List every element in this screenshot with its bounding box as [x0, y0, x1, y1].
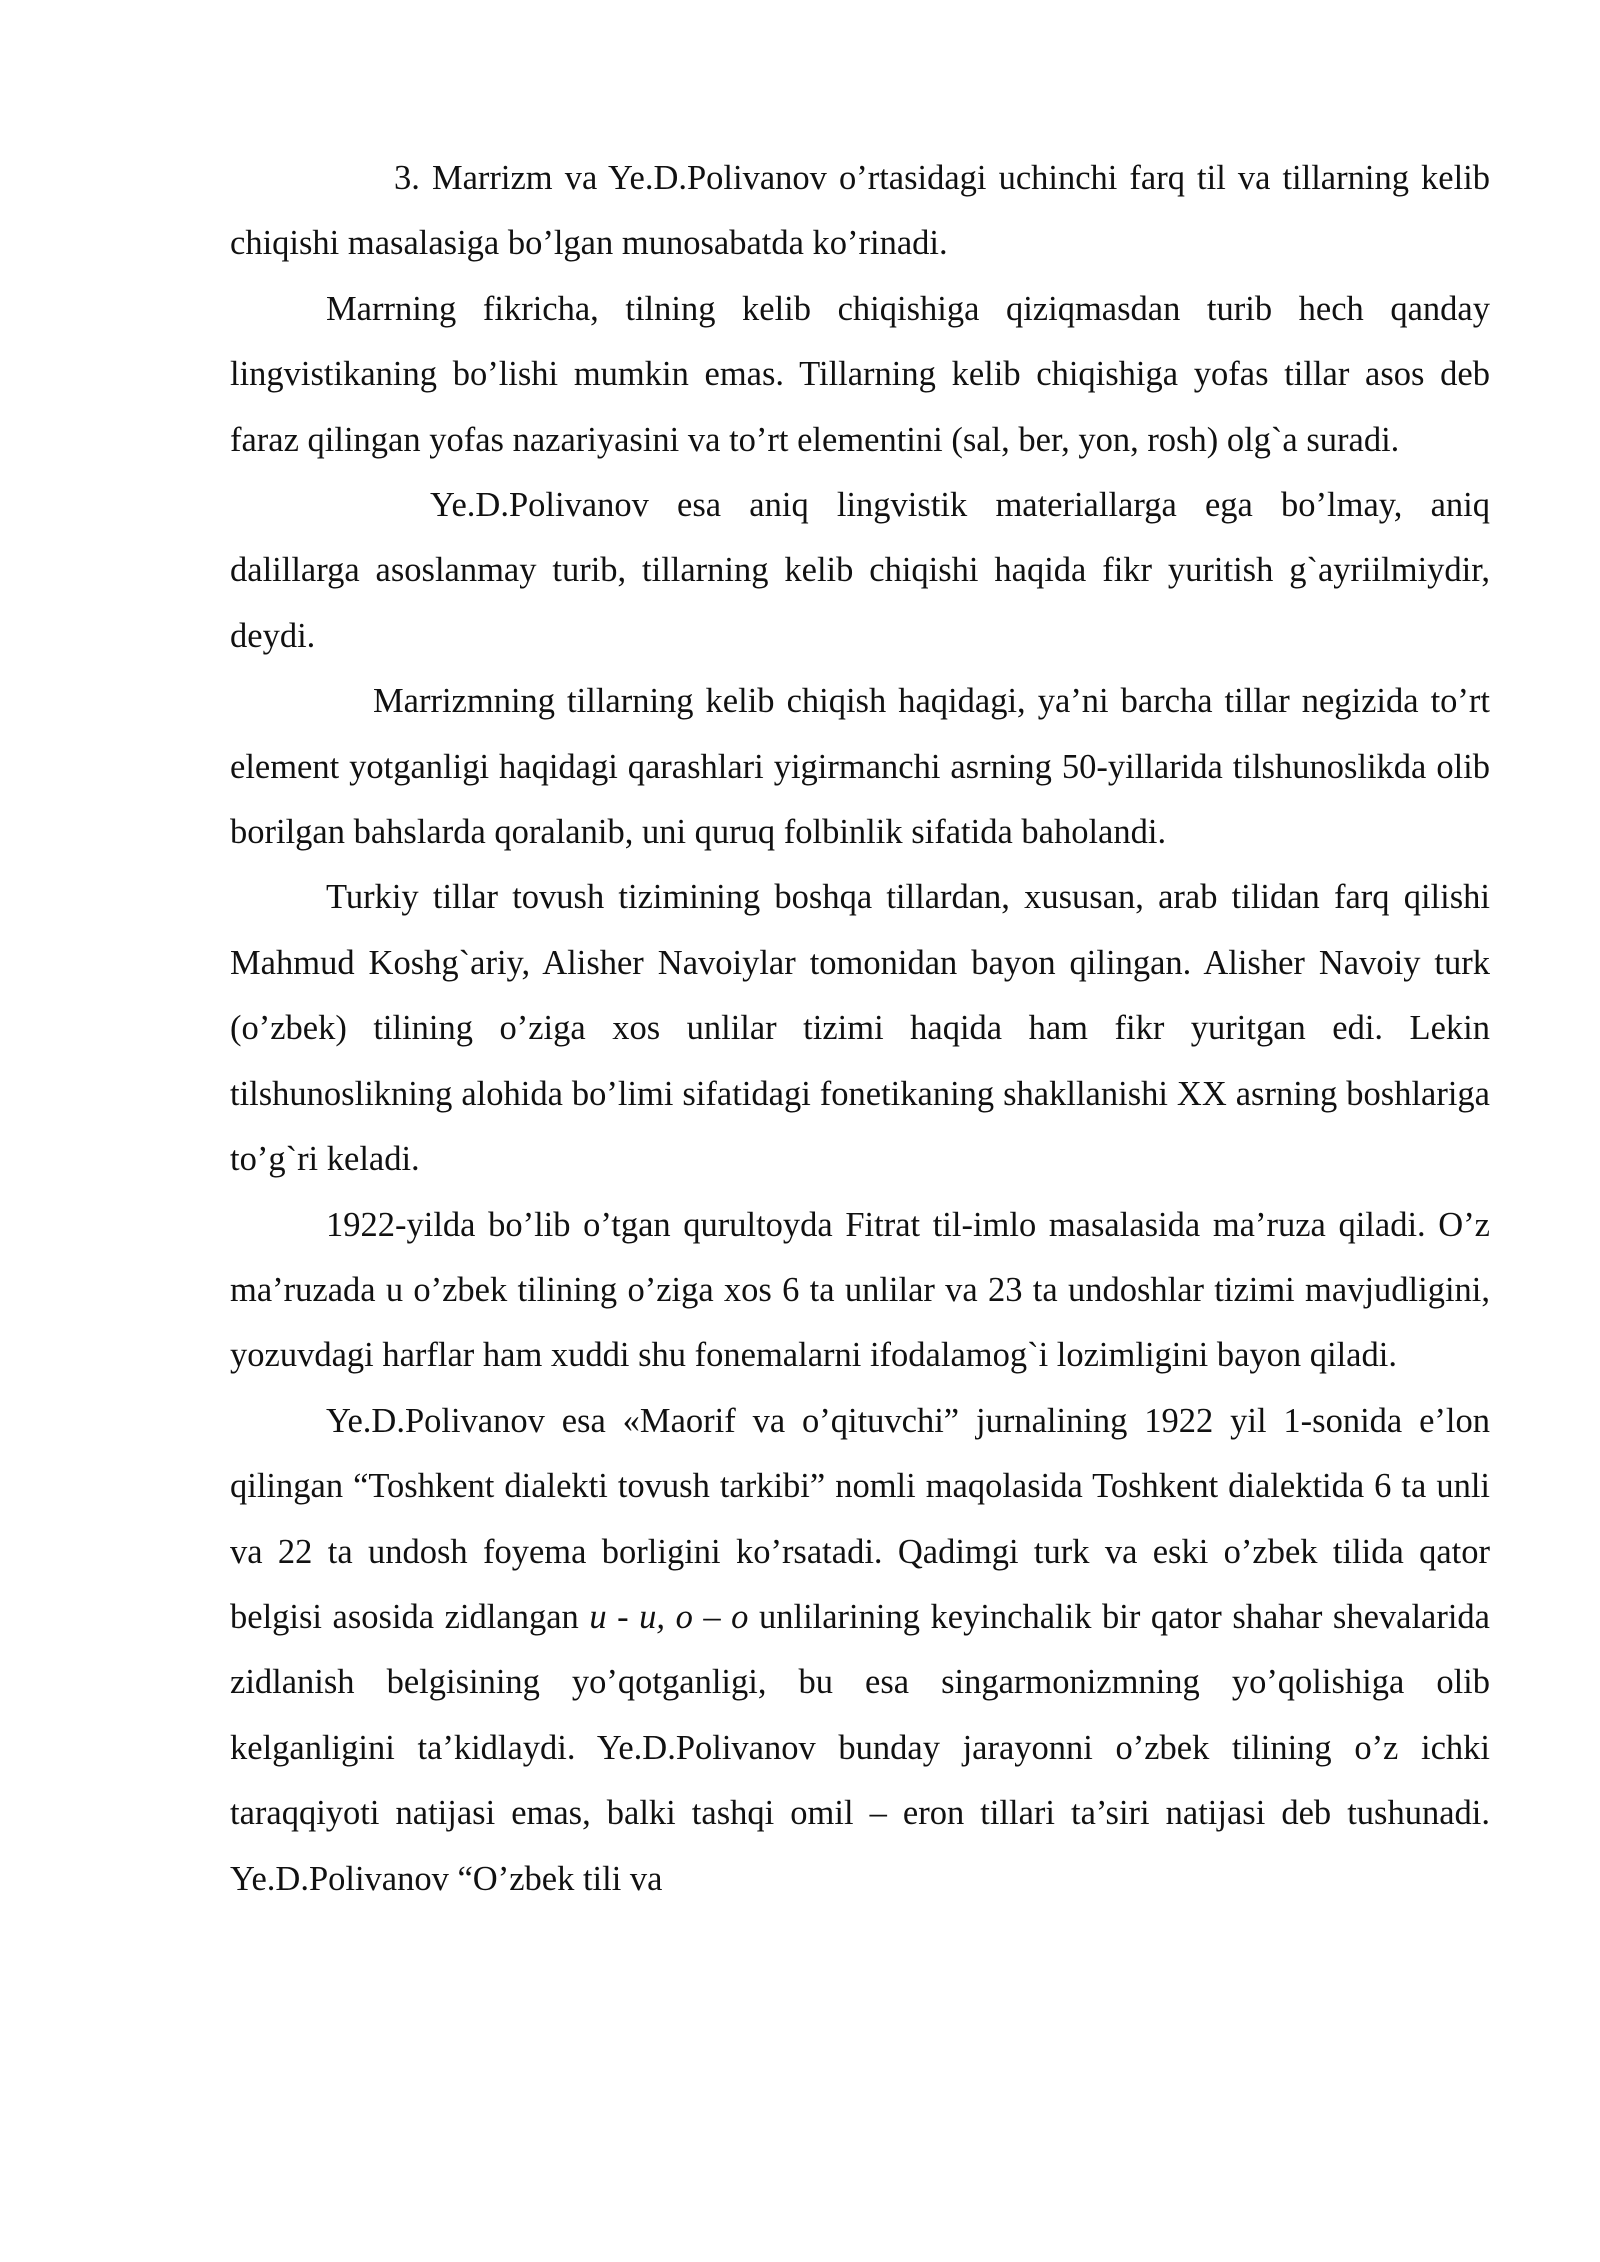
- paragraph-1: 3. Marrizm va Ye.D.Polivanov o’rtasidagi uchinchi farq til va tillarning kelib chiqishi masalasiga bo’lgan munosabatda ko’rinadi.: [230, 159, 1490, 263]
- paragraph-2: Marrning fikricha, tilning kelib chiqishiga qiziqmasdan turib hech qanday lingvistikaning bo’lishi mumkin emas. Tillarning kelib chiqishiga yofas tillar asos deb faraz qilingan yofas nazariyasini va to’rt elementini (sal, ber, yon, rosh) olg`a suradi.: [230, 289, 1490, 459]
- paragraph-5: Turkiy tillar tovush tizimining boshqa tillardan, xususan, arab tilidan farq qilishi Mahmud Koshg`ariy, Alisher Navoiylar tomonidan bayon qilingan. Alisher Navoiy turk (o’zbek) tilining o’ziga xos unlilar tizimi haqida ham fikr yuritgan edi. Lekin tilshunoslikning alohida bo’limi sifatidagi fonetikaning shakllanishi XX asrning boshlariga to’g`ri keladi.: [230, 878, 1490, 1179]
- document-page: [230, 146, 1490, 1912]
- paragraph-7-text-after: unlilarining keyinchalik bir qator shahar shevalarida zidlanish belgisining yo’qotganligi, bu esa singarmonizmning yo’qolishiga olib kelganligini ta’kidlaydi. Ye.D.Polivanov bunday jarayonni o’zbek tilining o’z ichki taraqqiyoti natijasi emas, balki tashqi omil – eron tillari ta’siri natijasi deb tushunadi. Ye.D.Polivanov “O’zbek tili va: [230, 1597, 1490, 1898]
- paragraph-4: Marrizmning tillarning kelib chiqish haqidagi, ya’ni barcha tillar negizida to’rt element yotganligi haqidagi qarashlari yigirmanchi asrning 50-yillarida tilshunoslikda olib borilgan bahslarda qoralanib, uni quruq folbinlik sifatida baholandi.: [230, 682, 1490, 852]
- paragraph-7-italic-vowels: u - u, o – o: [589, 1597, 749, 1636]
- paragraph-3: Ye.D.Polivanov esa aniq lingvistik materiallarga ega bo’lmay, aniq dalillarga asoslanmay turib, tillarning kelib chiqishi haqida fikr yuritish g`ayriilmiydir, deydi.: [230, 486, 1490, 655]
- paragraph-7: [230, 1389, 1490, 1912]
- paragraph-7-text-before: Ye.D.Polivanov esa «Maorif va o’qituvchi” jurnalining 1922 yil 1-sonida e’lon qilingan “Toshkent dialekti tovush tarkibi” nomli maqolasida Toshkent dialektida 6 ta unli va 22 ta undosh foyema borligini ko’rsatadi. Qadimgi turk va eski o’zbek tilida qator belgisi asosida zidlangan: [230, 1401, 1490, 1636]
- paragraph-6: 1922-yilda bo’lib o’tgan qurultoyda Fitrat til-imlo masalasida ma’ruza qiladi. O’z ma’ruzada u o’zbek tilining o’ziga xos 6 ta unlilar va 23 ta undoshlar tizimi mavjudligini, yozuvdagi harflar ham xuddi shu fonemalarni ifodalamog`i lozimligini bayon qiladi.: [230, 1205, 1490, 1375]
